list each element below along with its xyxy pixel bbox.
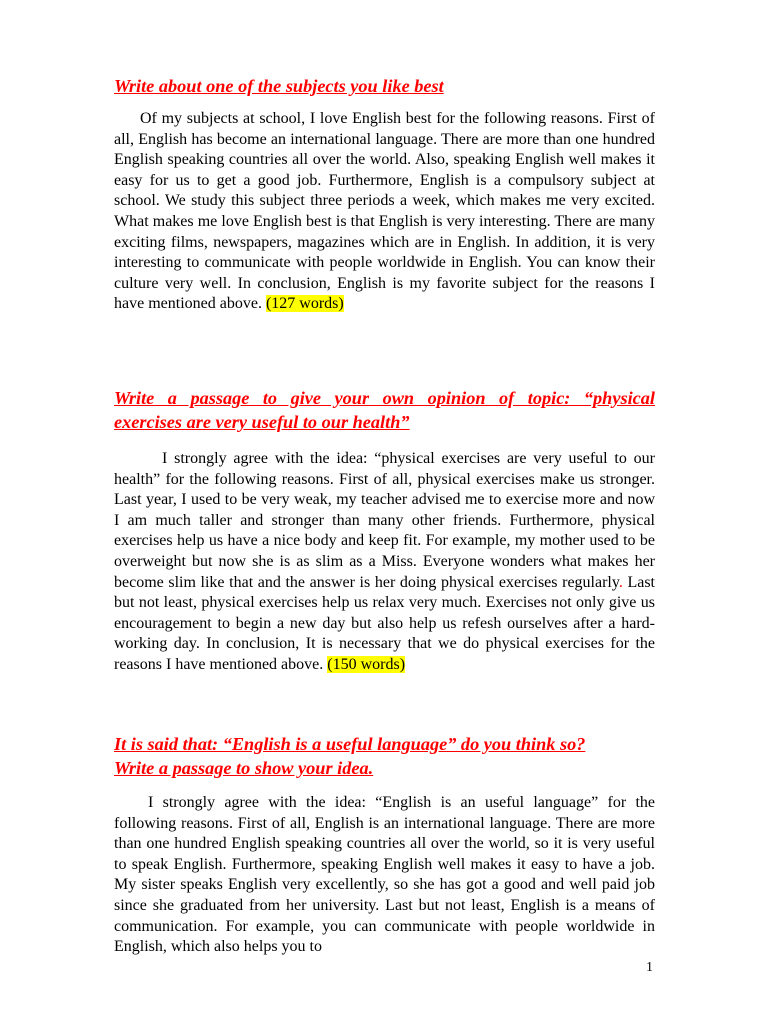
section2-heading-line1: Write a passage to give your own opinion of topic: “physical: [114, 388, 655, 408]
section2-heading-line2: exercises are very useful to our health”: [114, 412, 410, 432]
section2-body: [114, 449, 655, 676]
section1-body-text: Of my subjects at school, I love English best for the following reasons. First of all, English has become an international language. There are more than one hundred English speaking countries all over the world. Also, speaking English well makes it easy for us to get a good job. Furthermore, English is a compulsory subject at school. We study this subject three periods a week, which makes me very excited. What makes me love English best is that English is very interesting. There are many exciting films, newspapers, magazines which are in English. In addition, it is very interesting to communicate with people worldwide in English. You can know their culture very well. In conclusion, English is my favorite subject for the reasons I have mentioned above.: [114, 110, 655, 313]
section2-heading: [114, 386, 655, 434]
section3-heading-line1: It is said that: “English is a useful language” do you think so?: [114, 734, 586, 754]
section3-heading: [114, 732, 655, 780]
section2-body-text-2: Last but not least, physical exercises help us relax very much. Exercises not only give us encouragement to begin a new day but also help us refesh ourselves after a hard-working day. In conclusion, It is necessary that we do physical exercises for the reasons I have mentioned above.: [114, 573, 656, 673]
section3-body: I strongly agree with the idea: “English is an useful language” for the following reasons. First of all, English is an international language. There are more than one hundred English speaking countries all over the world, so it is very useful to speak English. Furthermore, speaking English well makes it easy to have a job. My sister speaks English very excellently, so she has got a good and well paid job since she graduated from her university. Last but not least, English is a means of communication. For example, you can communicate with people worldwide in English, which also helps you to: [114, 794, 655, 956]
section2-body-dot: .: [618, 573, 623, 591]
section1-body: [114, 109, 655, 315]
section1-word-count: (127 words): [265, 295, 344, 313]
page-number: 1: [646, 960, 653, 975]
section2-body-text-1: I strongly agree with the idea: “physical exercises are very useful to our health” for the following reasons. First of all, physical exercises make us stronger. Last year, I used to be very weak, my teacher advised me to exercise more and now I am much taller and stronger than many other friends. Furthermore, physical exercises help us have a nice body and keep fit. For example, my mother used to be overweight but now she is as slim as a Miss. Everyone wonders what makes her become slim like that and the answer is her doing physical exercises regularly: [114, 450, 655, 591]
section3-heading-line2: Write a passage to show your idea.: [114, 758, 374, 778]
section2-word-count: (150 words): [327, 655, 406, 673]
section1-heading: Write about one of the subjects you like best: [114, 76, 444, 96]
